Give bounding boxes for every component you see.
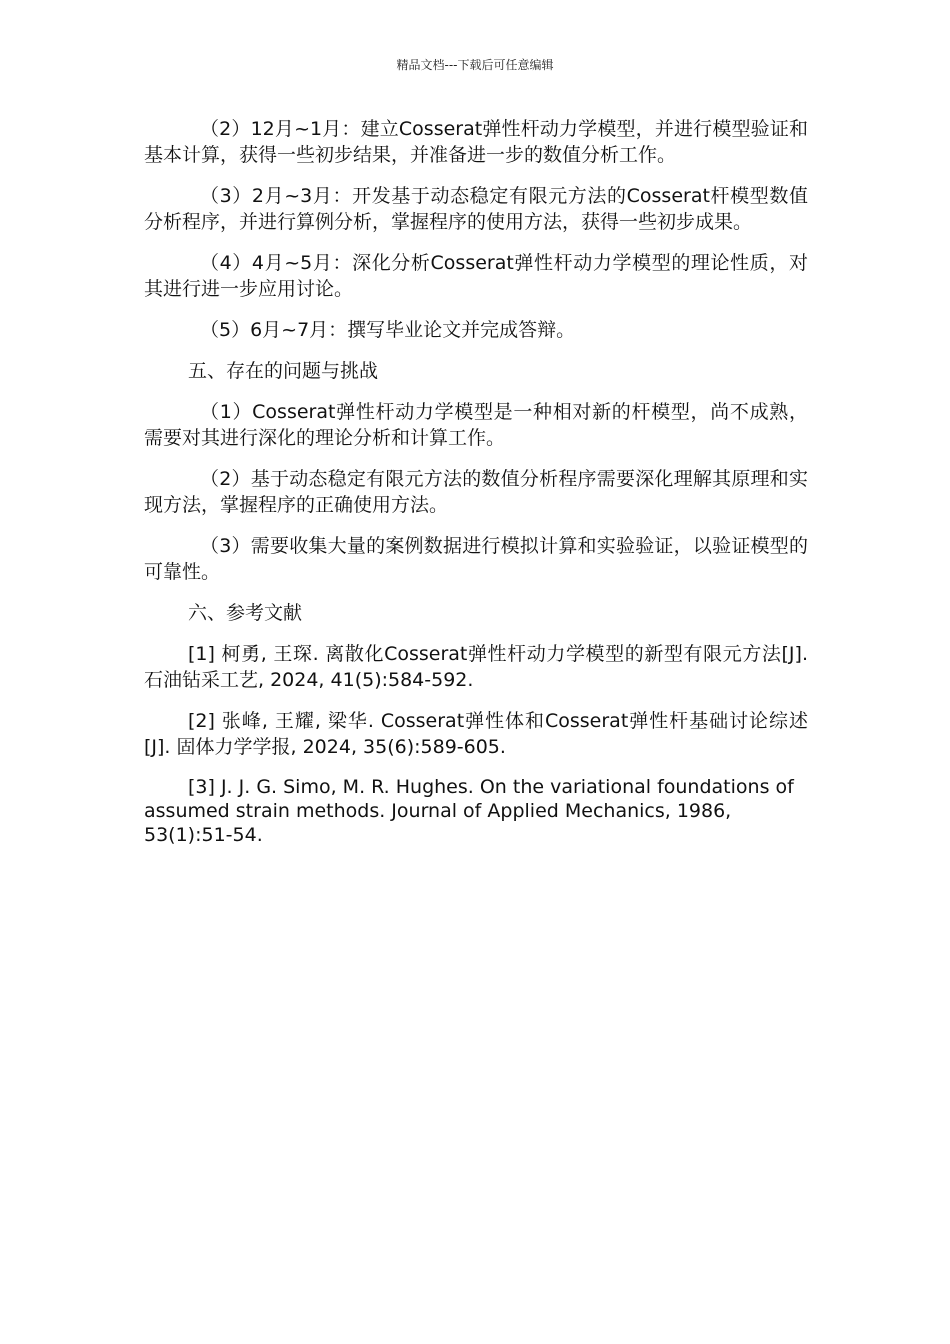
problem-item-1: （1）Cosserat弹性杆动力学模型是一种相对新的杆模型，尚不成熟，需要对其进行深化的理论分析和计算工作。 [144,401,808,449]
problem-item-3: （3）需要收集大量的案例数据进行模拟计算和实验验证，以验证模型的可靠性。 [144,535,808,583]
document-body [144,116,808,862]
schedule-item-3: （3）2月~3月：开发基于动态稳定有限元方法的Cosserat杆模型数值分析程序，并进行算例分析，掌握程序的使用方法，获得一些初步成果。 [144,185,808,233]
schedule-item-4: （4）4月~5月：深化分析Cosserat弹性杆动力学模型的理论性质，对其进行进一步应用讨论。 [144,252,808,300]
problem-item-2: （2）基于动态稳定有限元方法的数值分析程序需要深化理解其原理和实现方法，掌握程序的正确使用方法。 [144,468,808,516]
reference-3: [3] J. J. G. Simo, M. R. Hughes. On the variational foundations of assumed strain methods. Journal of Applied Mechanics, 1986, 53(1):51-54. [144,776,794,846]
schedule-item-5: （5）6月~7月：撰写毕业论文并完成答辩。 [200,319,576,341]
section-6-title: 六、参考文献 [188,602,303,624]
page-header: 精品文档---下载后可任意编辑 [396,58,554,72]
section-5-title: 五、存在的问题与挑战 [188,360,379,382]
schedule-item-2: （2）12月~1月：建立Cosserat弹性杆动力学模型，并进行模型验证和基本计算，获得一些初步结果，并准备进一步的数值分析工作。 [144,118,808,166]
reference-1: [1] 柯勇, 王琛. 离散化Cosserat弹性杆动力学模型的新型有限元方法[J]. 石油钻采工艺, 2024, 41(5):584-592. [144,643,808,691]
reference-2: [2] 张峰, 王耀, 梁华. Cosserat弹性体和Cosserat弹性杆基础讨论综述[J]. 固体力学学报, 2024, 35(6):589-605. [144,710,808,758]
